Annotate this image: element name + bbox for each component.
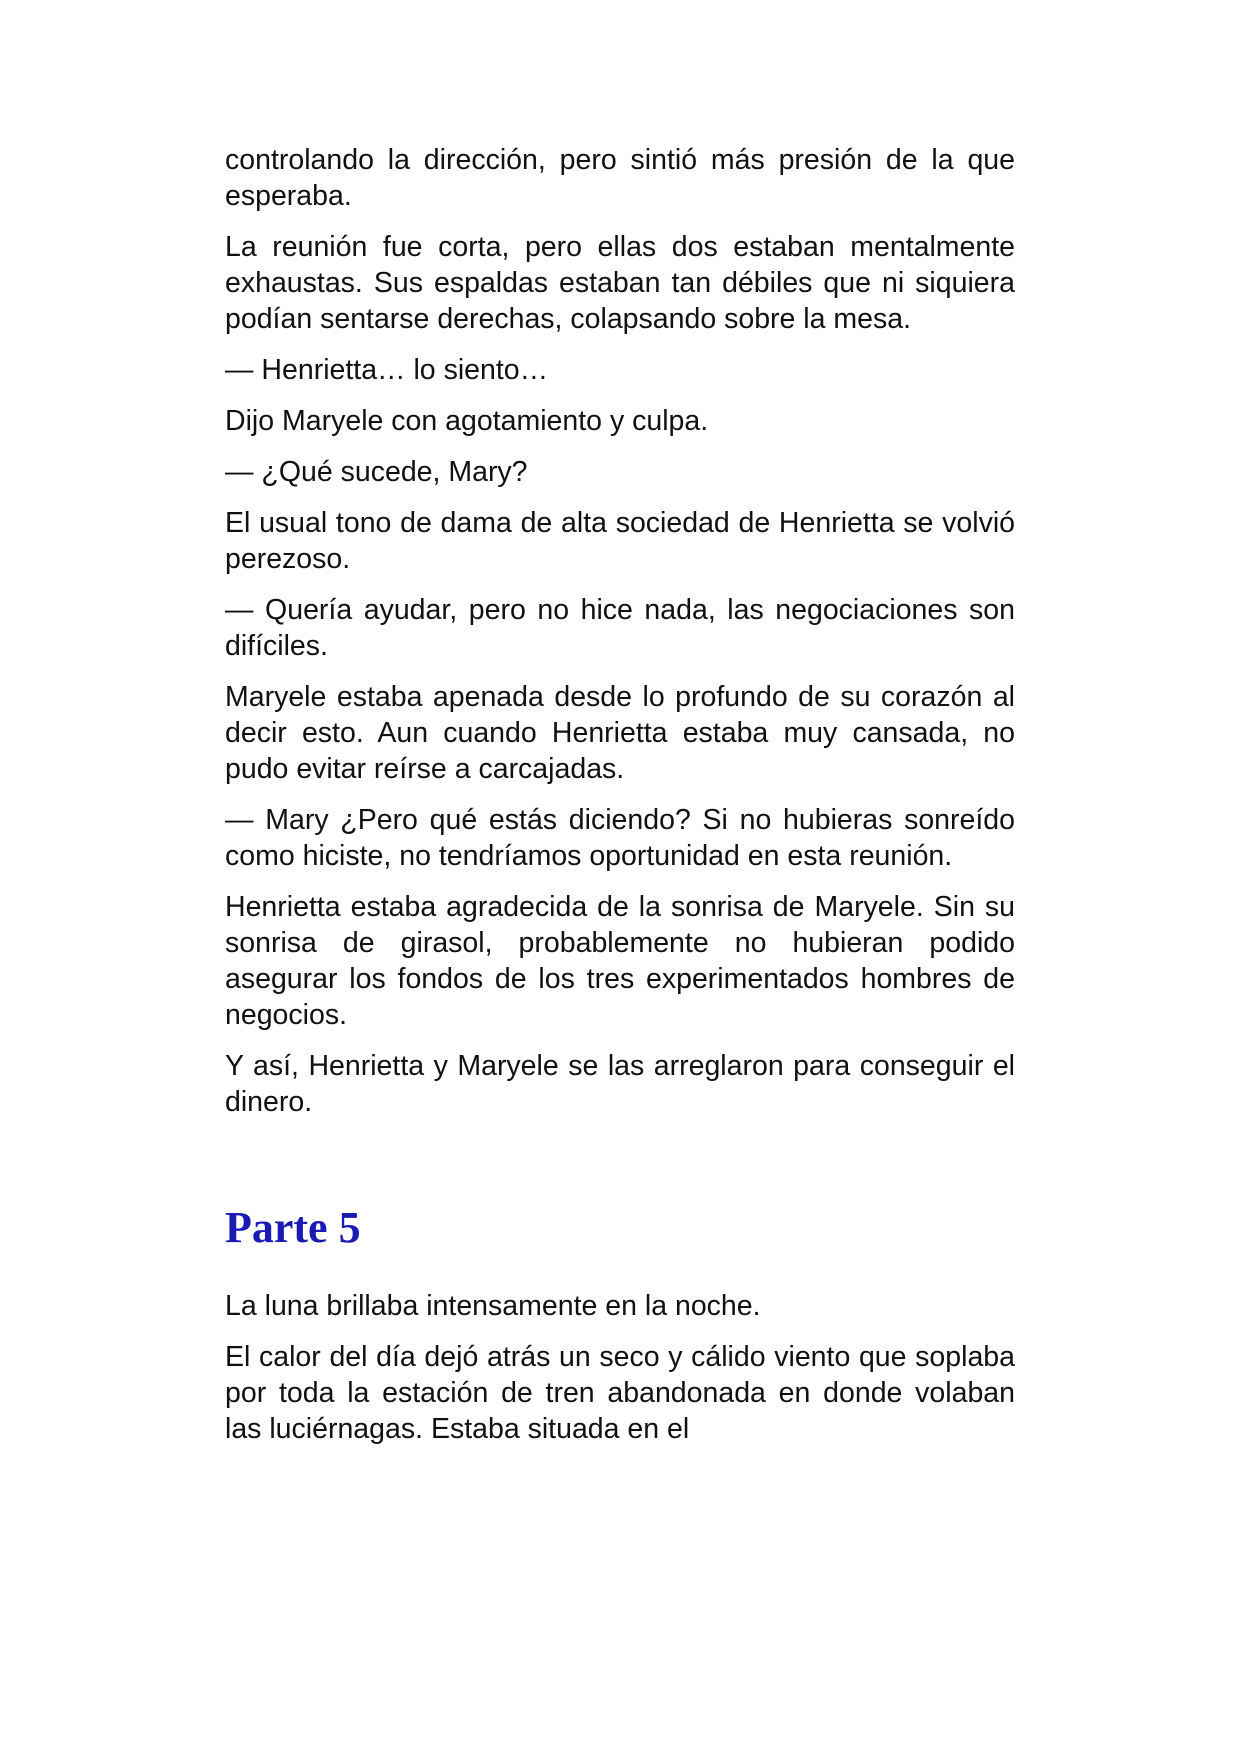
dialogue-line: — ¿Qué sucede, Mary? (225, 456, 528, 488)
section-heading: Parte 5 (225, 1203, 361, 1252)
paragraph: Dijo Maryele con agotamiento y culpa. (225, 405, 709, 437)
dialogue-line: — Mary ¿Pero qué estás diciendo? Si no hubieras sonreído como hiciste, no tendríamos oportunidad en esta reunión. (225, 804, 1015, 872)
document-page (225, 142, 1015, 1447)
dialogue-line: — Quería ayudar, pero no hice nada, las negociaciones son difíciles. (225, 594, 1015, 662)
paragraph: Maryele estaba apenada desde lo profundo de su corazón al decir esto. Aun cuando Henrietta estaba muy cansada, no pudo evitar reírse a carcajadas. (225, 681, 1015, 785)
paragraph: controlando la dirección, pero sintió más presión de la que esperaba. (225, 144, 1015, 212)
paragraph: La reunión fue corta, pero ellas dos estaban mentalmente exhaustas. Sus espaldas estaban tan débiles que ni siquiera podían sentarse derechas, colapsando sobre la mesa. (225, 231, 1015, 335)
paragraph: Henrietta estaba agradecida de la sonrisa de Maryele. Sin su sonrisa de girasol, probablemente no hubieran podido asegurar los fondos de los tres experimentados hombres de negocios. (225, 891, 1015, 1031)
paragraph: El usual tono de dama de alta sociedad de Henrietta se volvió perezoso. (225, 507, 1015, 575)
paragraph: La luna brillaba intensamente en la noche. (225, 1290, 761, 1322)
paragraph: Y así, Henrietta y Maryele se las arreglaron para conseguir el dinero. (225, 1050, 1015, 1118)
paragraph: El calor del día dejó atrás un seco y cálido viento que soplaba por toda la estación de tren abandonada en donde volaban las luciérnagas. Estaba situada en el (225, 1341, 1015, 1445)
dialogue-line: — Henrietta… lo siento… (225, 354, 549, 386)
